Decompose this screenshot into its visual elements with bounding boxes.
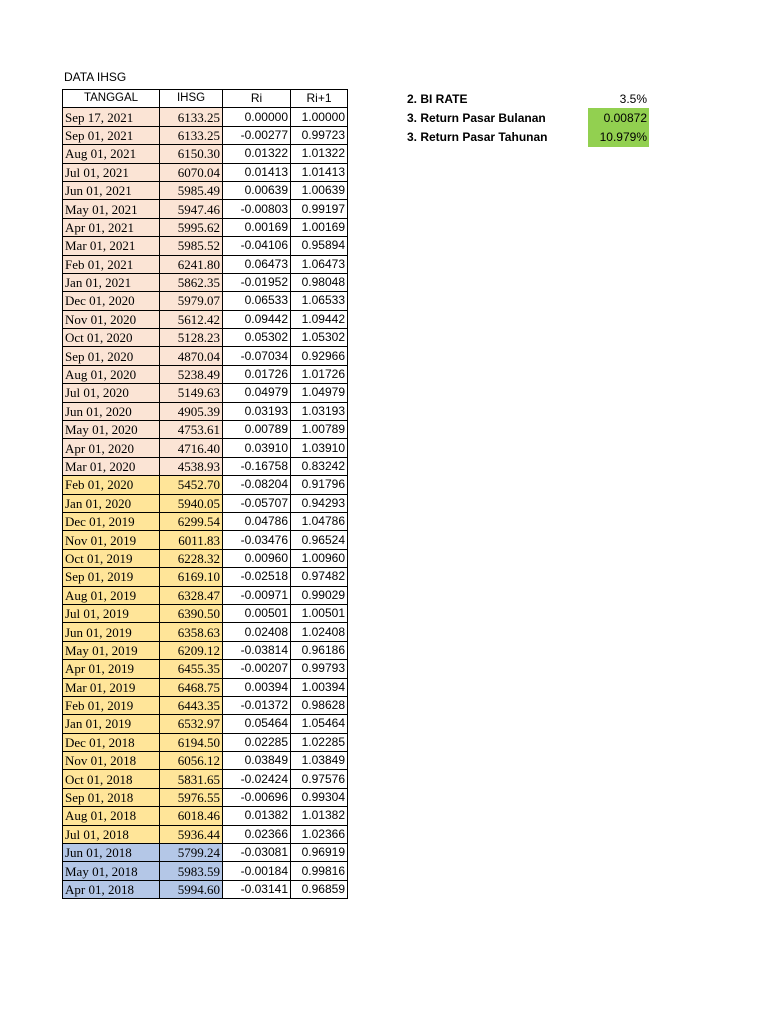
table-row bbox=[63, 237, 348, 255]
cell-ri-plus-1[interactable]: 1.00960 bbox=[291, 549, 348, 567]
cell-ri[interactable]: 0.00789 bbox=[223, 421, 291, 439]
cell-ihsg[interactable]: 6133.25 bbox=[160, 108, 223, 126]
cell-ri-plus-1[interactable]: 1.00000 bbox=[291, 108, 348, 126]
cell-ri-plus-1[interactable]: 0.92966 bbox=[291, 347, 348, 365]
cell-ri-plus-1[interactable]: 1.00394 bbox=[291, 678, 348, 696]
cell-ri-plus-1[interactable]: 0.98628 bbox=[291, 696, 348, 714]
cell-ri-plus-1[interactable]: 1.01726 bbox=[291, 365, 348, 383]
cell-tanggal[interactable]: Nov 01, 2018 bbox=[63, 752, 160, 770]
cell-tanggal[interactable]: Jan 01, 2020 bbox=[63, 494, 160, 512]
cell-tanggal[interactable]: Apr 01, 2021 bbox=[63, 218, 160, 236]
cell-ri-plus-1[interactable]: 0.83242 bbox=[291, 457, 348, 475]
cell-ri[interactable]: -0.04106 bbox=[223, 237, 291, 255]
cell-ri[interactable]: 0.09442 bbox=[223, 310, 291, 328]
cell-tanggal[interactable]: Sep 01, 2020 bbox=[63, 347, 160, 365]
cell-ri[interactable]: -0.01372 bbox=[223, 696, 291, 714]
summary-label[interactable]: 3. Return Pasar Tahunan bbox=[407, 130, 548, 145]
cell-ihsg[interactable]: 5862.35 bbox=[160, 273, 223, 291]
cell-ri-plus-1[interactable]: 1.01382 bbox=[291, 807, 348, 825]
cell-tanggal[interactable]: Mar 01, 2019 bbox=[63, 678, 160, 696]
ihsg-data-table bbox=[62, 89, 348, 899]
cell-ri[interactable]: 0.00394 bbox=[223, 678, 291, 696]
table-row bbox=[63, 604, 348, 622]
table-row bbox=[63, 273, 348, 291]
cell-ihsg[interactable]: 5995.62 bbox=[160, 218, 223, 236]
cell-ri[interactable]: 0.04786 bbox=[223, 512, 291, 530]
table-row bbox=[63, 181, 348, 199]
cell-ri-plus-1[interactable]: 0.96186 bbox=[291, 641, 348, 659]
cell-ihsg[interactable]: 6228.32 bbox=[160, 549, 223, 567]
cell-ri[interactable]: -0.00971 bbox=[223, 586, 291, 604]
table-row bbox=[63, 880, 348, 898]
table-row bbox=[63, 108, 348, 126]
cell-ihsg[interactable]: 5831.65 bbox=[160, 770, 223, 788]
cell-ri-plus-1[interactable]: 1.03193 bbox=[291, 402, 348, 420]
table-body bbox=[63, 108, 348, 899]
table-row bbox=[63, 825, 348, 843]
table-row bbox=[63, 678, 348, 696]
cell-ri[interactable]: -0.03081 bbox=[223, 844, 291, 862]
cell-ihsg[interactable]: 5238.49 bbox=[160, 365, 223, 383]
cell-ihsg[interactable]: 6390.50 bbox=[160, 604, 223, 622]
table-row bbox=[63, 623, 348, 641]
cell-ri[interactable]: -0.16758 bbox=[223, 457, 291, 475]
cell-ri-plus-1[interactable]: 1.04979 bbox=[291, 384, 348, 402]
cell-ri[interactable]: -0.00803 bbox=[223, 200, 291, 218]
cell-ihsg[interactable]: 4753.61 bbox=[160, 421, 223, 439]
cell-ri[interactable]: 0.02408 bbox=[223, 623, 291, 641]
table-row bbox=[63, 292, 348, 310]
cell-ri-plus-1[interactable]: 0.99793 bbox=[291, 660, 348, 678]
cell-ri[interactable]: 0.01322 bbox=[223, 145, 291, 163]
cell-tanggal[interactable]: Jul 01, 2021 bbox=[63, 163, 160, 181]
cell-ri-plus-1[interactable]: 1.06473 bbox=[291, 255, 348, 273]
cell-ri[interactable]: 0.00501 bbox=[223, 604, 291, 622]
cell-ihsg[interactable]: 5452.70 bbox=[160, 476, 223, 494]
cell-ihsg[interactable]: 4716.40 bbox=[160, 439, 223, 457]
cell-ihsg[interactable]: 5128.23 bbox=[160, 329, 223, 347]
summary-value[interactable]: 0.00872 bbox=[588, 108, 649, 127]
table-row bbox=[63, 218, 348, 236]
table-row bbox=[63, 439, 348, 457]
cell-ri[interactable]: 0.02285 bbox=[223, 733, 291, 751]
table-row bbox=[63, 145, 348, 163]
table-row bbox=[63, 862, 348, 880]
cell-ihsg[interactable]: 6194.50 bbox=[160, 733, 223, 751]
cell-tanggal[interactable]: Feb 01, 2020 bbox=[63, 476, 160, 494]
table-row bbox=[63, 660, 348, 678]
cell-ihsg[interactable]: 4538.93 bbox=[160, 457, 223, 475]
cell-ri[interactable]: 0.06473 bbox=[223, 255, 291, 273]
cell-ihsg[interactable]: 5994.60 bbox=[160, 880, 223, 898]
cell-ri-plus-1[interactable]: 0.97482 bbox=[291, 568, 348, 586]
summary-label[interactable]: 2. BI RATE bbox=[407, 91, 468, 106]
cell-ri[interactable]: 0.00960 bbox=[223, 549, 291, 567]
cell-ri[interactable]: 0.03193 bbox=[223, 402, 291, 420]
cell-tanggal[interactable]: Dec 01, 2018 bbox=[63, 733, 160, 751]
header-ri[interactable]: Ri bbox=[223, 90, 291, 108]
table-row bbox=[63, 255, 348, 273]
table-header-row bbox=[63, 90, 348, 108]
cell-ri[interactable]: 0.04979 bbox=[223, 384, 291, 402]
cell-ihsg[interactable]: 6150.30 bbox=[160, 145, 223, 163]
cell-tanggal[interactable]: May 01, 2019 bbox=[63, 641, 160, 659]
summary-table bbox=[405, 89, 649, 147]
cell-ri[interactable]: 0.02366 bbox=[223, 825, 291, 843]
cell-ri-plus-1[interactable]: 0.91796 bbox=[291, 476, 348, 494]
cell-ri[interactable]: 0.05302 bbox=[223, 329, 291, 347]
cell-ihsg[interactable]: 6011.83 bbox=[160, 531, 223, 549]
table-row bbox=[63, 457, 348, 475]
cell-tanggal[interactable]: Jan 01, 2021 bbox=[63, 273, 160, 291]
cell-tanggal[interactable]: Oct 01, 2020 bbox=[63, 329, 160, 347]
cell-ri[interactable]: 0.05464 bbox=[223, 715, 291, 733]
cell-ihsg[interactable]: 5947.46 bbox=[160, 200, 223, 218]
cell-ri[interactable]: 0.01726 bbox=[223, 365, 291, 383]
cell-ri[interactable]: 0.06533 bbox=[223, 292, 291, 310]
cell-tanggal[interactable]: Dec 01, 2020 bbox=[63, 292, 160, 310]
cell-ri[interactable]: 0.03910 bbox=[223, 439, 291, 457]
table-row bbox=[63, 310, 348, 328]
header-ri-plus-1[interactable]: Ri+1 bbox=[291, 90, 348, 108]
summary-label[interactable]: 3. Return Pasar Bulanan bbox=[407, 110, 546, 125]
cell-ri-plus-1[interactable]: 0.96524 bbox=[291, 531, 348, 549]
cell-ihsg[interactable]: 6455.35 bbox=[160, 660, 223, 678]
cell-tanggal[interactable]: Apr 01, 2020 bbox=[63, 439, 160, 457]
cell-tanggal[interactable]: Aug 01, 2021 bbox=[63, 145, 160, 163]
cell-tanggal[interactable]: Apr 01, 2019 bbox=[63, 660, 160, 678]
cell-tanggal[interactable]: Apr 01, 2018 bbox=[63, 880, 160, 898]
table-row bbox=[63, 788, 348, 806]
cell-ri-plus-1[interactable]: 0.96919 bbox=[291, 844, 348, 862]
table-row bbox=[63, 641, 348, 659]
table-row bbox=[63, 365, 348, 383]
cell-tanggal[interactable]: Jul 01, 2019 bbox=[63, 604, 160, 622]
cell-tanggal[interactable]: May 01, 2018 bbox=[63, 862, 160, 880]
cell-ihsg[interactable]: 6056.12 bbox=[160, 752, 223, 770]
cell-ri[interactable]: -0.02424 bbox=[223, 770, 291, 788]
cell-ri-plus-1[interactable]: 1.04786 bbox=[291, 512, 348, 530]
cell-tanggal[interactable]: Mar 01, 2020 bbox=[63, 457, 160, 475]
cell-ihsg[interactable]: 6443.35 bbox=[160, 696, 223, 714]
table-row bbox=[63, 402, 348, 420]
cell-ri[interactable]: 0.01382 bbox=[223, 807, 291, 825]
table-row bbox=[63, 696, 348, 714]
cell-ri[interactable]: -0.07034 bbox=[223, 347, 291, 365]
cell-ihsg[interactable]: 5936.44 bbox=[160, 825, 223, 843]
cell-ri-plus-1[interactable]: 0.98048 bbox=[291, 273, 348, 291]
cell-ihsg[interactable]: 6468.75 bbox=[160, 678, 223, 696]
cell-ri-plus-1[interactable]: 1.02408 bbox=[291, 623, 348, 641]
summary-value[interactable]: 3.5% bbox=[619, 91, 647, 106]
cell-ri[interactable]: -0.05707 bbox=[223, 494, 291, 512]
cell-ihsg[interactable]: 6328.47 bbox=[160, 586, 223, 604]
cell-ri[interactable]: -0.00207 bbox=[223, 660, 291, 678]
cell-ri[interactable]: 0.00000 bbox=[223, 108, 291, 126]
table-row bbox=[63, 549, 348, 567]
table-row bbox=[63, 512, 348, 530]
cell-ri[interactable]: -0.02518 bbox=[223, 568, 291, 586]
cell-tanggal[interactable]: Sep 01, 2019 bbox=[63, 568, 160, 586]
cell-ri-plus-1[interactable]: 1.02366 bbox=[291, 825, 348, 843]
cell-ri-plus-1[interactable]: 1.01322 bbox=[291, 145, 348, 163]
cell-ihsg[interactable]: 5979.07 bbox=[160, 292, 223, 310]
table-row bbox=[63, 770, 348, 788]
cell-ri[interactable]: -0.08204 bbox=[223, 476, 291, 494]
cell-tanggal[interactable]: Aug 01, 2018 bbox=[63, 807, 160, 825]
cell-ri[interactable]: -0.00277 bbox=[223, 126, 291, 144]
summary-row bbox=[405, 108, 649, 127]
cell-ri-plus-1[interactable]: 1.06533 bbox=[291, 292, 348, 310]
cell-tanggal[interactable]: Nov 01, 2019 bbox=[63, 531, 160, 549]
table-row bbox=[63, 329, 348, 347]
cell-ri[interactable]: -0.03814 bbox=[223, 641, 291, 659]
cell-ri-plus-1[interactable]: 0.99029 bbox=[291, 586, 348, 604]
cell-ri-plus-1[interactable]: 1.00501 bbox=[291, 604, 348, 622]
table-row bbox=[63, 715, 348, 733]
cell-ihsg[interactable]: 6169.10 bbox=[160, 568, 223, 586]
cell-ri[interactable]: 0.00169 bbox=[223, 218, 291, 236]
cell-ri-plus-1[interactable]: 1.01413 bbox=[291, 163, 348, 181]
table-row bbox=[63, 752, 348, 770]
table-row bbox=[63, 733, 348, 751]
cell-ri-plus-1[interactable]: 0.97576 bbox=[291, 770, 348, 788]
cell-tanggal[interactable]: Feb 01, 2019 bbox=[63, 696, 160, 714]
cell-ihsg[interactable]: 5985.52 bbox=[160, 237, 223, 255]
cell-ihsg[interactable]: 6133.25 bbox=[160, 126, 223, 144]
cell-tanggal[interactable]: Oct 01, 2018 bbox=[63, 770, 160, 788]
cell-tanggal[interactable]: Jun 01, 2018 bbox=[63, 844, 160, 862]
cell-tanggal[interactable]: Jan 01, 2019 bbox=[63, 715, 160, 733]
cell-ri-plus-1[interactable]: 0.99304 bbox=[291, 788, 348, 806]
cell-tanggal[interactable]: Jun 01, 2021 bbox=[63, 181, 160, 199]
table-row bbox=[63, 163, 348, 181]
cell-ri-plus-1[interactable]: 1.02285 bbox=[291, 733, 348, 751]
cell-ri-plus-1[interactable]: 0.99197 bbox=[291, 200, 348, 218]
cell-ihsg[interactable]: 4905.39 bbox=[160, 402, 223, 420]
table-row bbox=[63, 476, 348, 494]
cell-tanggal[interactable]: Jun 01, 2019 bbox=[63, 623, 160, 641]
cell-tanggal[interactable]: Feb 01, 2021 bbox=[63, 255, 160, 273]
cell-tanggal[interactable]: May 01, 2020 bbox=[63, 421, 160, 439]
table-row bbox=[63, 807, 348, 825]
cell-ri-plus-1[interactable]: 0.99723 bbox=[291, 126, 348, 144]
cell-ihsg[interactable]: 5983.59 bbox=[160, 862, 223, 880]
cell-ihsg[interactable]: 5799.24 bbox=[160, 844, 223, 862]
cell-ihsg[interactable]: 6070.04 bbox=[160, 163, 223, 181]
cell-tanggal[interactable]: May 01, 2021 bbox=[63, 200, 160, 218]
cell-ri[interactable]: -0.03476 bbox=[223, 531, 291, 549]
cell-ri-plus-1[interactable]: 1.05464 bbox=[291, 715, 348, 733]
table-row bbox=[63, 421, 348, 439]
cell-ri[interactable]: 0.01413 bbox=[223, 163, 291, 181]
summary-row bbox=[405, 89, 649, 108]
cell-tanggal[interactable]: Sep 17, 2021 bbox=[63, 108, 160, 126]
cell-ihsg[interactable]: 6532.97 bbox=[160, 715, 223, 733]
cell-tanggal[interactable]: Nov 01, 2020 bbox=[63, 310, 160, 328]
cell-tanggal[interactable]: Aug 01, 2020 bbox=[63, 365, 160, 383]
table-row bbox=[63, 126, 348, 144]
cell-ri-plus-1[interactable]: 1.00789 bbox=[291, 421, 348, 439]
table-row bbox=[63, 568, 348, 586]
cell-tanggal[interactable]: Jun 01, 2020 bbox=[63, 402, 160, 420]
cell-ri-plus-1[interactable]: 0.95894 bbox=[291, 237, 348, 255]
cell-tanggal[interactable]: Jul 01, 2018 bbox=[63, 825, 160, 843]
cell-ihsg[interactable]: 6018.46 bbox=[160, 807, 223, 825]
sheet-title: DATA IHSG bbox=[64, 70, 127, 84]
header-tanggal[interactable]: TANGGAL bbox=[63, 90, 160, 108]
table-row bbox=[63, 384, 348, 402]
cell-tanggal[interactable]: Aug 01, 2019 bbox=[63, 586, 160, 604]
cell-tanggal[interactable]: Jul 01, 2020 bbox=[63, 384, 160, 402]
summary-row bbox=[405, 128, 649, 147]
cell-ri-plus-1[interactable]: 0.96859 bbox=[291, 880, 348, 898]
cell-ihsg[interactable]: 6209.12 bbox=[160, 641, 223, 659]
cell-tanggal[interactable]: Mar 01, 2021 bbox=[63, 237, 160, 255]
cell-ri[interactable]: -0.03141 bbox=[223, 880, 291, 898]
summary-value[interactable]: 10.979% bbox=[588, 128, 649, 147]
cell-ri-plus-1[interactable]: 1.00169 bbox=[291, 218, 348, 236]
cell-ri-plus-1[interactable]: 0.99816 bbox=[291, 862, 348, 880]
cell-ihsg[interactable]: 4870.04 bbox=[160, 347, 223, 365]
table-row bbox=[63, 494, 348, 512]
cell-ri[interactable]: 0.00639 bbox=[223, 181, 291, 199]
cell-ri-plus-1[interactable]: 1.00639 bbox=[291, 181, 348, 199]
cell-ihsg[interactable]: 5940.05 bbox=[160, 494, 223, 512]
cell-ri-plus-1[interactable]: 1.03910 bbox=[291, 439, 348, 457]
cell-ri-plus-1[interactable]: 1.09442 bbox=[291, 310, 348, 328]
cell-tanggal[interactable]: Dec 01, 2019 bbox=[63, 512, 160, 530]
table-row bbox=[63, 347, 348, 365]
cell-ihsg[interactable]: 6241.80 bbox=[160, 255, 223, 273]
cell-ri[interactable]: -0.00184 bbox=[223, 862, 291, 880]
table-row bbox=[63, 531, 348, 549]
cell-ri[interactable]: 0.03849 bbox=[223, 752, 291, 770]
cell-ri-plus-1[interactable]: 1.03849 bbox=[291, 752, 348, 770]
table-row bbox=[63, 844, 348, 862]
cell-tanggal[interactable]: Oct 01, 2019 bbox=[63, 549, 160, 567]
header-ihsg[interactable]: IHSG bbox=[160, 90, 223, 108]
table-row bbox=[63, 200, 348, 218]
cell-ihsg[interactable]: 5985.49 bbox=[160, 181, 223, 199]
cell-ri-plus-1[interactable]: 1.05302 bbox=[291, 329, 348, 347]
cell-ri[interactable]: -0.00696 bbox=[223, 788, 291, 806]
cell-ihsg[interactable]: 6299.54 bbox=[160, 512, 223, 530]
cell-ri[interactable]: -0.01952 bbox=[223, 273, 291, 291]
cell-ihsg[interactable]: 5976.55 bbox=[160, 788, 223, 806]
cell-tanggal[interactable]: Sep 01, 2018 bbox=[63, 788, 160, 806]
cell-ihsg[interactable]: 5149.63 bbox=[160, 384, 223, 402]
cell-tanggal[interactable]: Sep 01, 2021 bbox=[63, 126, 160, 144]
cell-ihsg[interactable]: 5612.42 bbox=[160, 310, 223, 328]
cell-ri-plus-1[interactable]: 0.94293 bbox=[291, 494, 348, 512]
table-row bbox=[63, 586, 348, 604]
cell-ihsg[interactable]: 6358.63 bbox=[160, 623, 223, 641]
